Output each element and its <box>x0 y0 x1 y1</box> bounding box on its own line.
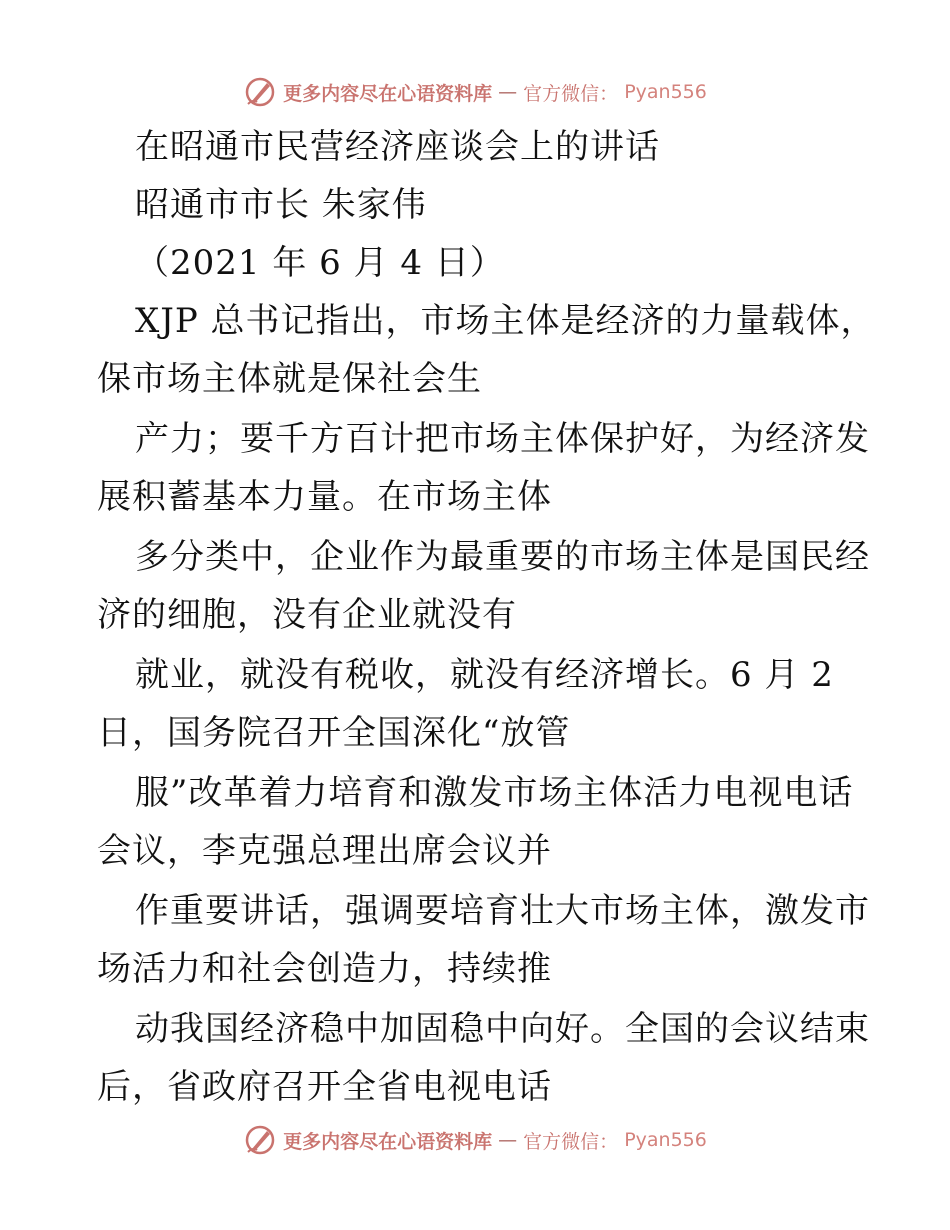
quill-logo-icon <box>243 1123 277 1157</box>
paragraph-line: 多分类中，企业作为最重要的市场主体是国民经 <box>135 537 870 577</box>
watermark-banner-top <box>0 72 950 112</box>
document-date: （2021 年 6 月 4 日） <box>135 243 505 283</box>
document-author: 昭通市市长 朱家伟 <box>135 185 427 225</box>
paragraph-line: 产力；要千方百计把市场主体保护好，为经济发 <box>135 419 870 459</box>
paragraph-line: 动我国经济稳中加固稳中向好。全国的会议结束 <box>135 1009 870 1049</box>
watermark-wechat-label: 官方微信： <box>523 82 619 105</box>
paragraph-line: 日，国务院召开全国深化“放管 <box>97 713 571 753</box>
paragraph-line: 作重要讲话，强调要培育壮大市场主体，激发市 <box>135 891 870 931</box>
paragraph-line: 会议，李克强总理出席会议并 <box>97 831 552 871</box>
paragraph-line: 场活力和社会创造力，持续推 <box>97 949 552 989</box>
watermark-separator: — <box>498 1129 518 1151</box>
watermark-brand: 更多内容尽在心语资料库 <box>283 82 493 105</box>
paragraph-line: 服”改革着力培育和激发市场主体活力电视电话 <box>135 773 854 813</box>
paragraph-line: 济的细胞，没有企业就没有 <box>97 595 517 635</box>
paragraph-line: 后，省政府召开全省电视电话 <box>97 1067 552 1107</box>
document-title: 在昭通市民营经济座谈会上的讲话 <box>135 127 660 167</box>
paragraph-line: 保市场主体就是保社会生 <box>97 359 482 399</box>
paragraph-line: 展积蓄基本力量。在市场主体 <box>97 477 552 517</box>
paragraph-line: 就业，就没有税收，就没有经济增长。6 月 2 <box>135 655 834 695</box>
watermark-wechat-id: Pyan556 <box>624 81 707 103</box>
watermark-banner-bottom <box>0 1120 950 1160</box>
watermark-separator: — <box>498 81 518 103</box>
paragraph-line: XJP 总书记指出，市场主体是经济的力量载体， <box>135 301 876 341</box>
watermark-brand: 更多内容尽在心语资料库 <box>283 1130 493 1153</box>
quill-logo-icon <box>243 75 277 109</box>
watermark-wechat-id: Pyan556 <box>624 1129 707 1151</box>
watermark-wechat-label: 官方微信： <box>523 1130 619 1153</box>
